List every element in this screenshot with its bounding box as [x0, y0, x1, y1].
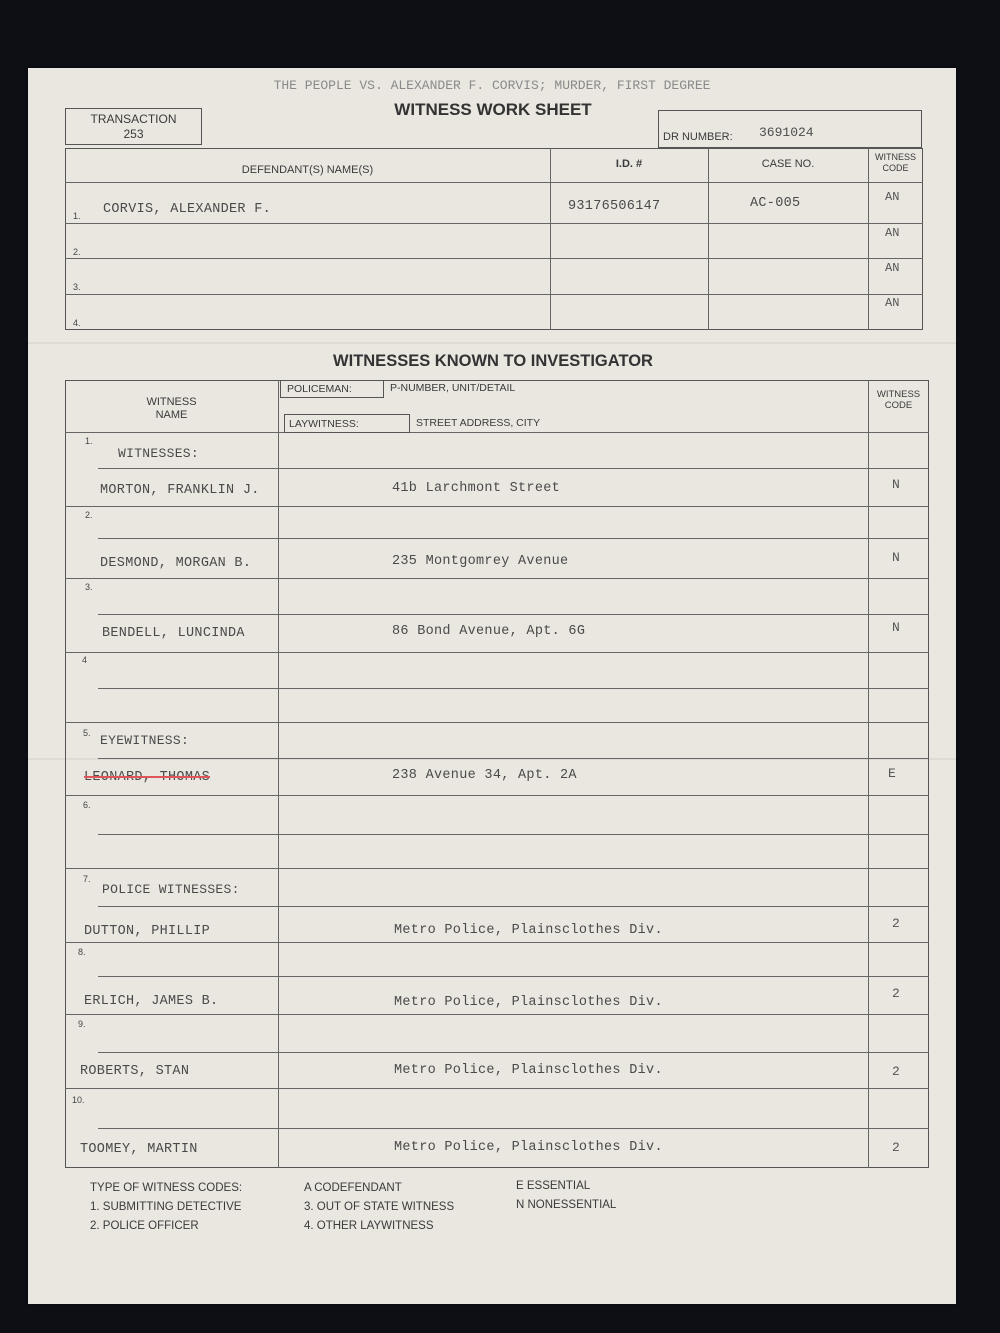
- row-subdivider: [98, 1052, 929, 1053]
- col-defendant-name: DEFENDANT(S) NAME(S): [241, 164, 374, 176]
- col-divider: [868, 148, 869, 330]
- witness-code: N: [892, 550, 900, 565]
- dr-number-box: [658, 110, 922, 148]
- witness-name: BENDELL, LUNCINDA: [102, 626, 245, 641]
- witness-address: Metro Police, Plainsclothes Div.: [394, 923, 663, 938]
- witness-row-number: 2.: [85, 510, 93, 520]
- witness-address: 238 Avenue 34, Apt. 2A: [392, 768, 577, 783]
- laywitness-label-box: [284, 414, 410, 433]
- row-divider: [65, 258, 923, 259]
- col-witness-name: [65, 396, 278, 422]
- row-divider: [65, 506, 929, 507]
- row-divider: [65, 795, 929, 796]
- witness-name: DESMOND, MORGAN B.: [100, 556, 252, 571]
- defendant-case-no: AC-005: [750, 196, 801, 211]
- witness-address: 235 Montgomrey Avenue: [392, 554, 569, 569]
- transaction-box: [65, 108, 202, 145]
- witness-address: Metro Police, Plainsclothes Div.: [394, 995, 663, 1010]
- row-divider: [65, 942, 929, 943]
- row-divider: [65, 1014, 929, 1015]
- paper-fold: [28, 342, 956, 344]
- legend-code-e: E ESSENTIAL: [516, 1180, 591, 1192]
- legend-code-1: 1. SUBMITTING DETECTIVE: [90, 1201, 242, 1213]
- witness-name: DUTTON, PHILLIP: [84, 924, 211, 939]
- witness-code: 2: [892, 1140, 900, 1155]
- row-divider: [65, 223, 923, 224]
- policeman-label: POLICEMAN:: [287, 383, 352, 395]
- group-label-eyewitness: EYEWITNESS:: [100, 733, 190, 748]
- witness-row-number: 6.: [83, 800, 91, 810]
- dr-number: 3691024: [759, 125, 814, 140]
- laywitness-label: LAYWITNESS:: [289, 418, 359, 430]
- defendant-id: 93176506147: [568, 199, 661, 214]
- legend-code-a: A CODEFENDANT: [304, 1182, 402, 1194]
- witness-row-number: 1.: [85, 436, 93, 446]
- policeman-detail: P-NUMBER, UNIT/DETAIL: [390, 382, 516, 394]
- row-divider: [65, 868, 929, 869]
- col-witness-code-line1: WITNESS: [874, 152, 916, 162]
- case-title: THE PEOPLE VS. ALEXANDER F. CORVIS; MURDER, FIRST DEGREE: [273, 78, 711, 93]
- row-subdivider: [98, 1128, 929, 1129]
- row-subdivider: [98, 468, 929, 469]
- witness-row-number: 10.: [72, 1095, 85, 1105]
- row-subdivider: [98, 538, 929, 539]
- witness-row-number: 9.: [78, 1019, 86, 1029]
- col-divider: [278, 380, 279, 1168]
- witness-name-struck: LEONARD, THOMAS: [84, 770, 211, 785]
- witness-code: 2: [892, 916, 900, 931]
- policeman-label-box: [280, 380, 384, 398]
- witness-code: N: [892, 477, 900, 492]
- witness-name: TOOMEY, MARTIN: [80, 1142, 198, 1157]
- witness-name: ERLICH, JAMES B.: [84, 994, 219, 1009]
- witness-row-number: 3.: [85, 582, 93, 592]
- row-subdivider: [98, 614, 929, 615]
- witness-address: 41b Larchmont Street: [392, 481, 561, 496]
- legend-code-2: 2. POLICE OFFICER: [90, 1220, 199, 1232]
- defendant-row-number: 4.: [73, 318, 81, 328]
- col-witness-code-line2: CODE: [882, 163, 909, 173]
- witness-row-number: 5.: [83, 728, 91, 738]
- row-divider: [65, 294, 923, 295]
- defendant-witness-code: AN: [885, 226, 900, 240]
- col-case-no: CASE NO.: [761, 158, 815, 170]
- witness-name: MORTON, FRANKLIN J.: [100, 483, 260, 498]
- row-subdivider: [98, 758, 929, 759]
- defendant-name: CORVIS, ALEXANDER F.: [103, 202, 272, 217]
- col-witness-name-line2: NAME: [155, 409, 188, 421]
- witness-work-sheet-paper: [28, 68, 956, 1304]
- row-divider: [65, 578, 929, 579]
- row-subdivider: [98, 834, 929, 835]
- laywitness-detail: STREET ADDRESS, CITY: [416, 417, 541, 429]
- col-divider: [868, 380, 869, 1168]
- witness-row-number: 4: [82, 655, 88, 665]
- row-subdivider: [98, 906, 929, 907]
- witness-code: N: [892, 620, 900, 635]
- witness-address: Metro Police, Plainsclothes Div.: [394, 1140, 663, 1155]
- form-title: WITNESS WORK SHEET: [394, 100, 592, 119]
- col-witness-name-line1: WITNESS: [146, 396, 197, 408]
- legend-code-3: 3. OUT OF STATE WITNESS: [304, 1201, 455, 1213]
- defendant-witness-code: AN: [885, 190, 900, 204]
- row-subdivider: [98, 688, 929, 689]
- legend-code-n: N NONESSENTIAL: [516, 1199, 617, 1211]
- legend-code-4: 4. OTHER LAYWITNESS: [304, 1220, 434, 1232]
- witness-row-number: 7.: [83, 874, 91, 884]
- col-witness-code: [868, 152, 923, 174]
- row-divider: [65, 722, 929, 723]
- witness-row-number: 8.: [78, 947, 86, 957]
- dr-number-label: DR NUMBER:: [663, 131, 733, 143]
- witnesses-section-title: WITNESSES KNOWN TO INVESTIGATOR: [333, 352, 653, 370]
- witness-code: E: [888, 766, 896, 781]
- group-label-police-witnesses: POLICE WITNESSES:: [102, 882, 240, 897]
- group-label-witnesses: WITNESSES:: [118, 446, 200, 461]
- defendant-row-number: 1.: [73, 211, 81, 221]
- witness-address: 86 Bond Avenue, Apt. 6G: [392, 624, 586, 639]
- witness-code: 2: [892, 1064, 900, 1079]
- defendant-row-number: 3.: [73, 282, 81, 292]
- row-divider: [65, 652, 929, 653]
- witnesses-header-divider: [65, 432, 929, 433]
- col-witness-code-line1: WITNESS: [876, 389, 921, 400]
- defendants-header-divider: [65, 182, 923, 183]
- defendant-witness-code: AN: [885, 261, 900, 275]
- col-divider: [708, 148, 709, 330]
- col-witness-code-line2: CODE: [884, 400, 913, 411]
- defendant-row-number: 2.: [73, 247, 81, 257]
- defendant-witness-code: AN: [885, 296, 900, 310]
- transaction-label: TRANSACTION: [90, 112, 177, 126]
- col-divider: [550, 148, 551, 330]
- legend-title: TYPE OF WITNESS CODES:: [90, 1182, 243, 1194]
- row-subdivider: [98, 976, 929, 977]
- witness-address: Metro Police, Plainsclothes Div.: [394, 1063, 663, 1078]
- witness-code: 2: [892, 986, 900, 1001]
- row-divider: [65, 1088, 929, 1089]
- col-witness-code: [868, 389, 929, 411]
- col-id: I.D. #: [615, 158, 643, 170]
- witness-name: ROBERTS, STAN: [80, 1064, 190, 1079]
- transaction-number: 253: [123, 127, 144, 141]
